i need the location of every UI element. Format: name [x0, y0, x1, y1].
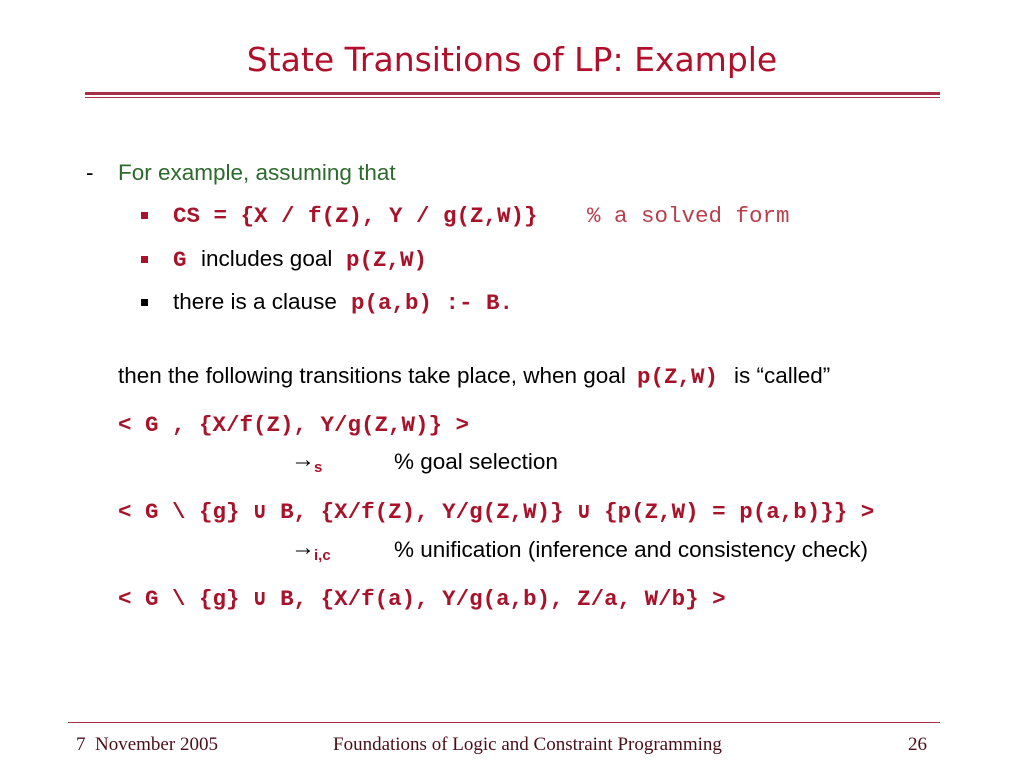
square-bullet-icon: [141, 212, 148, 219]
transition-step: [0, 449, 1024, 475]
state-line: [0, 411, 1024, 437]
slide-title: State Transitions of LP: Example: [246, 40, 778, 79]
state-code: < G \ {g} ∪ B, {X/f(Z), Y/g(Z,W)} ∪ {p(Z,W) = p(a,b)}} >: [118, 499, 875, 525]
goal-code: p(Z,W): [346, 247, 428, 273]
dash-marker: -: [86, 160, 94, 185]
bullet-item-goal: [0, 246, 1024, 272]
transition-intro-text: then the following transitions take place, when goal: [118, 363, 626, 388]
solved-form-comment: % a solved form: [587, 203, 790, 229]
title-divider: [85, 92, 940, 98]
right-arrow-icon: →: [291, 535, 315, 561]
intro-text: For example, assuming that: [118, 160, 396, 185]
transition-label: s: [314, 459, 323, 476]
title-divider-thick-line: [85, 92, 940, 95]
square-bullet-icon: [141, 256, 148, 263]
called-goal-code: p(Z,W): [637, 364, 719, 390]
transition-intro-line: [0, 363, 1024, 389]
constraint-store-code: CS = {X / f(Z), Y / g(Z,W)}: [173, 203, 538, 229]
bullet-text: includes goal: [201, 246, 333, 271]
footer-divider: [68, 722, 940, 723]
footer-course-title: Foundations of Logic and Constraint Programming: [333, 734, 722, 755]
state-line: [0, 585, 1024, 611]
transition-step: [0, 537, 1024, 563]
intro-line: [0, 160, 1024, 186]
page-number: 26: [908, 734, 927, 755]
footer-date: 7 November 2005: [76, 734, 218, 755]
state-line: [0, 498, 1024, 524]
state-code: < G \ {g} ∪ B, {X/f(a), Y/g(a,b), Z/a, W/b} >: [118, 586, 726, 612]
right-arrow-icon: →: [291, 447, 315, 473]
transition-label: i,c: [314, 547, 331, 564]
state-code: < G , {X/f(Z), Y/g(Z,W)} >: [118, 412, 470, 438]
bullet-text: there is a clause: [173, 289, 337, 314]
goal-set-code: G: [173, 247, 187, 273]
square-bullet-icon: [141, 299, 148, 306]
clause-code: p(a,b) :- B.: [351, 290, 514, 316]
title-divider-thin-line: [85, 97, 940, 98]
bullet-item-constraint-store: [0, 202, 1024, 228]
transition-intro-text-end: is “called”: [734, 363, 831, 388]
transition-comment: % goal selection: [394, 449, 558, 474]
bullet-item-clause: [0, 289, 1024, 315]
transition-comment: % unification (inference and consistency check): [394, 537, 868, 562]
